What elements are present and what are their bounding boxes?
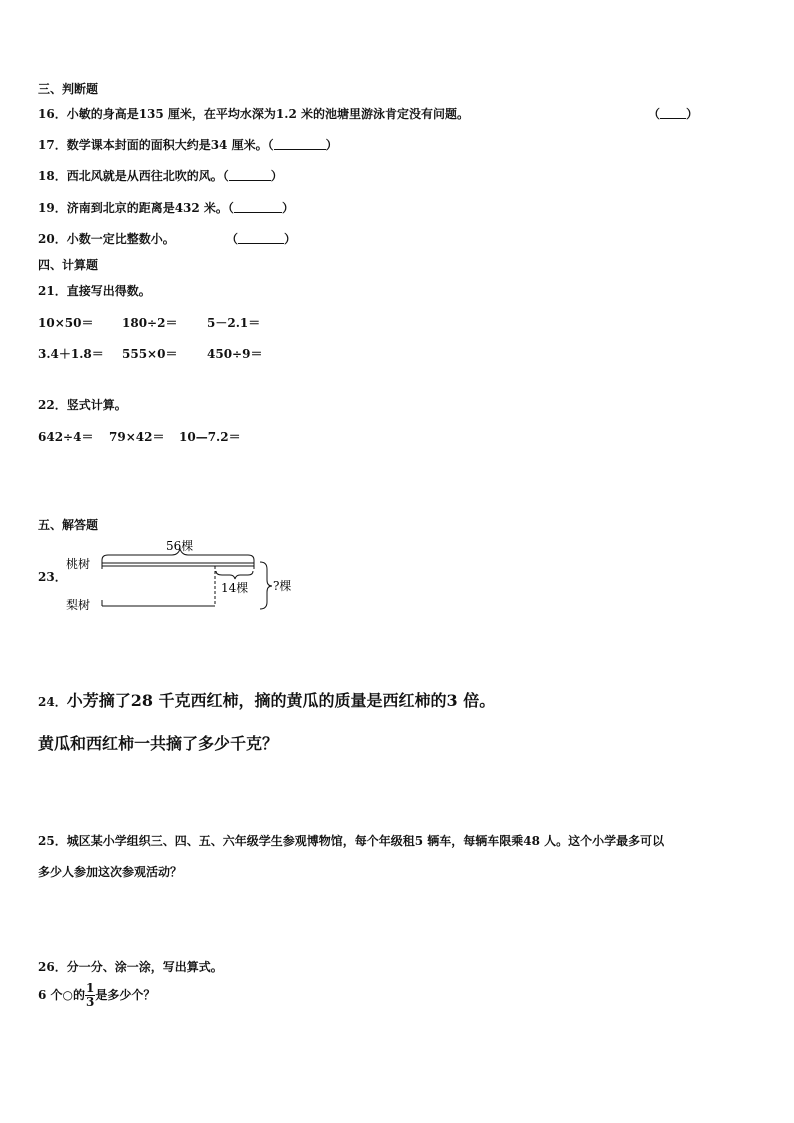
question-text: 竖式计算。 bbox=[66, 398, 127, 412]
question-text: 小数一定比整数小。 bbox=[66, 232, 175, 246]
question-18: 18．西北风就是从西往北吹的风。（ ） bbox=[38, 169, 283, 183]
answer-blank-20[interactable]: （ ） bbox=[226, 232, 297, 246]
question-text: 济南到北京的距离是432 米。（ bbox=[66, 201, 234, 215]
answer-blank-16[interactable]: （ ） bbox=[648, 107, 699, 121]
prompt-prefix: 6 个○的 bbox=[38, 988, 85, 1002]
question-number: 19． bbox=[38, 201, 67, 215]
question-number: 16． bbox=[38, 107, 67, 121]
question-22 bbox=[38, 396, 127, 413]
calc-item: 642÷4＝ bbox=[38, 430, 94, 444]
question-label: ?棵 bbox=[273, 579, 292, 593]
question-25 bbox=[38, 832, 664, 849]
denominator: 3 bbox=[86, 995, 95, 1009]
calc-item: 10×50＝ bbox=[38, 316, 94, 330]
answer-blank-17[interactable] bbox=[274, 138, 326, 150]
question-24 bbox=[38, 688, 495, 711]
answer-blank-19[interactable] bbox=[234, 201, 282, 213]
question-number: 24． bbox=[38, 695, 67, 709]
section-5-title: 五、解答题 bbox=[38, 518, 99, 532]
calc-item: 555×0＝ bbox=[122, 347, 178, 361]
question-21 bbox=[38, 282, 151, 299]
question-16 bbox=[38, 105, 469, 122]
diff-brace bbox=[216, 571, 253, 579]
question-26-prompt bbox=[38, 982, 155, 1009]
calc-item: 3.4＋1.8＝ bbox=[38, 347, 104, 361]
question-text: 小敏的身高是135 厘米，在平均水深为1.2 米的池塘里游泳肯定没有问题。 bbox=[66, 107, 469, 121]
question-text: 数学课本封面的面积大约是34 厘米。（ bbox=[66, 138, 274, 152]
prompt-suffix: 是多少个？ bbox=[95, 988, 156, 1002]
fraction bbox=[85, 982, 95, 1009]
question-text: 分一分、涂一涂，写出算式。 bbox=[66, 960, 223, 974]
question-brace bbox=[260, 562, 272, 609]
question-24-line2: 黄瓜和西红柿一共摘了多少千克？ bbox=[38, 734, 279, 753]
question-26 bbox=[38, 958, 223, 975]
question-number: 21． bbox=[38, 284, 67, 298]
peach-label: 桃树 bbox=[66, 557, 91, 571]
question-number: 18． bbox=[38, 169, 67, 183]
calc-item: 79×42＝ bbox=[109, 430, 165, 444]
question-number: 25． bbox=[38, 834, 67, 848]
calc-item: 10—7.2＝ bbox=[179, 430, 241, 444]
question-text: 西北风就是从西往北吹的风。（ bbox=[66, 169, 229, 183]
pear-label: 梨树 bbox=[66, 598, 91, 612]
section-4-title: 四、计算题 bbox=[38, 258, 99, 272]
section-3-title: 三、判断题 bbox=[38, 82, 99, 96]
numerator: 1 bbox=[86, 981, 95, 995]
answer-blank-18[interactable] bbox=[229, 169, 271, 181]
diff-label: 14棵 bbox=[221, 581, 249, 595]
question-number: 26． bbox=[38, 960, 67, 974]
question-25-line2: 多少人参加这次参观活动？ bbox=[38, 865, 183, 879]
question-number-23: 23． bbox=[38, 570, 67, 584]
question-text: 直接写出得数。 bbox=[66, 284, 151, 298]
question-19: 19．济南到北京的距离是432 米。（ ） bbox=[38, 201, 294, 215]
calc-item: 180÷2＝ bbox=[122, 316, 178, 330]
question-20 bbox=[38, 230, 175, 247]
question-text-line1: 城区某小学组织三、四、五、六年级学生参观博物馆，每个年级租5 辆车，每辆车限乘48 人。这个小学最多可以 bbox=[66, 834, 665, 848]
calc-item: 5－2.1＝ bbox=[207, 316, 261, 330]
question-number: 17． bbox=[38, 138, 67, 152]
question-17: 17．数学课本封面的面积大约是34 厘米。（ ） bbox=[38, 138, 338, 152]
question-text-line1: 小芳摘了28 千克西红柿，摘的黄瓜的质量是西红柿的3 倍。 bbox=[66, 691, 496, 710]
question-number: 22． bbox=[38, 398, 67, 412]
total-label: 56棵 bbox=[166, 539, 194, 553]
question-number: 20． bbox=[38, 232, 67, 246]
line-segment-diagram bbox=[60, 536, 310, 614]
calc-item: 450÷9＝ bbox=[207, 347, 263, 361]
